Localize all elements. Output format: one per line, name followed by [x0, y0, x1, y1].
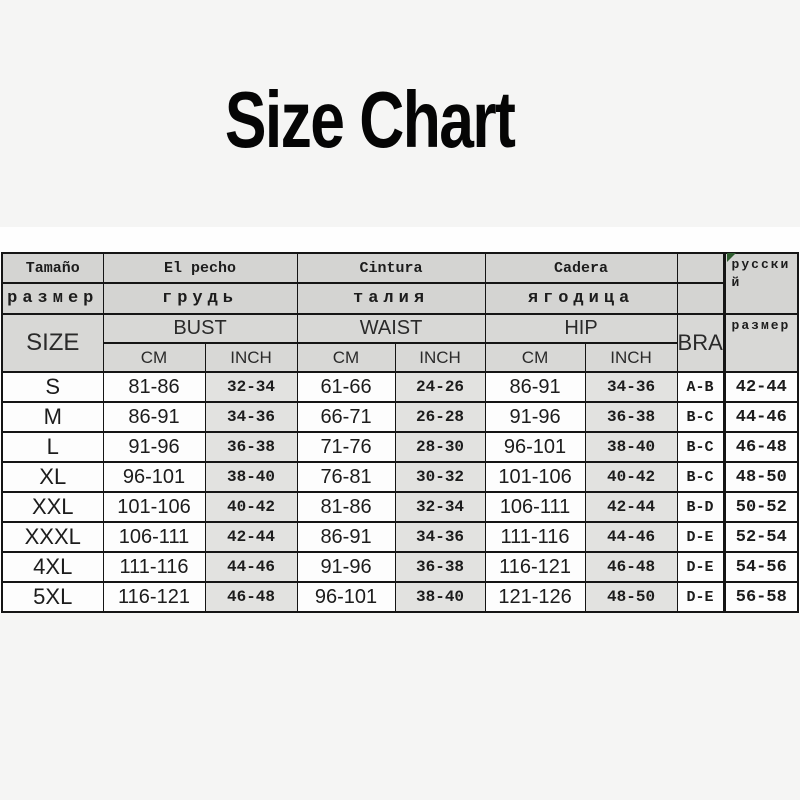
table-row-s	[2, 372, 798, 402]
header-cell-yagoditsa: ягодица	[485, 283, 677, 314]
page-title: Size Chart	[225, 75, 515, 164]
cell-waist-inch: 38-40	[395, 582, 485, 612]
header-cell-empty	[677, 283, 724, 314]
header-row-russian	[2, 283, 798, 314]
header-cell-waist: WAIST	[297, 314, 485, 343]
cell-bust-inch: 32-34	[205, 372, 297, 402]
cell-ru-size: 48-50	[724, 462, 798, 492]
cell-waist-cm: 81-86	[297, 492, 395, 522]
table-row-l	[2, 432, 798, 462]
cell-hip-inch: 48-50	[585, 582, 677, 612]
header-cell-cintura: Cintura	[297, 253, 485, 283]
table-row-m	[2, 402, 798, 432]
cell-hip-inch: 36-38	[585, 402, 677, 432]
cell-size: XXXL	[2, 522, 103, 552]
corner-marker-icon	[727, 253, 736, 262]
header-cell-waist-cm: CM	[297, 343, 395, 372]
cell-hip-cm: 96-101	[485, 432, 585, 462]
cell-bust-inch: 36-38	[205, 432, 297, 462]
cell-waist-inch: 26-28	[395, 402, 485, 432]
cell-bust-cm: 106-111	[103, 522, 205, 552]
cell-bust-inch: 40-42	[205, 492, 297, 522]
cell-bust-cm: 101-106	[103, 492, 205, 522]
header-cell-cadera: Cadera	[485, 253, 677, 283]
cell-bra: B-C	[677, 462, 724, 492]
table-row-xxxl	[2, 522, 798, 552]
cell-waist-cm: 71-76	[297, 432, 395, 462]
header-cell-bust-inch: INCH	[205, 343, 297, 372]
cell-bust-cm: 91-96	[103, 432, 205, 462]
cell-ru-size: 52-54	[724, 522, 798, 552]
header-row-english	[2, 314, 798, 343]
cell-bra: D-E	[677, 552, 724, 582]
header-cell-empty	[677, 253, 724, 283]
cell-waist-cm: 96-101	[297, 582, 395, 612]
cell-bust-inch: 46-48	[205, 582, 297, 612]
cell-hip-cm: 111-116	[485, 522, 585, 552]
cell-bust-inch: 38-40	[205, 462, 297, 492]
cell-size: S	[2, 372, 103, 402]
title-area	[0, 74, 740, 166]
cell-hip-cm: 101-106	[485, 462, 585, 492]
header-cell-size: SIZE	[2, 314, 103, 372]
cell-bust-cm: 96-101	[103, 462, 205, 492]
header-cell-razmer: размер	[2, 283, 103, 314]
header-cell-taliya: талия	[297, 283, 485, 314]
cell-bra: B-C	[677, 402, 724, 432]
cell-ru-size: 50-52	[724, 492, 798, 522]
cell-waist-inch: 32-34	[395, 492, 485, 522]
cell-waist-inch: 24-26	[395, 372, 485, 402]
cell-waist-cm: 86-91	[297, 522, 395, 552]
cell-waist-inch: 34-36	[395, 522, 485, 552]
cell-waist-cm: 61-66	[297, 372, 395, 402]
cell-waist-inch: 30-32	[395, 462, 485, 492]
header-row-spanish	[2, 253, 798, 283]
table-row-5xl	[2, 582, 798, 612]
table-row-xxl	[2, 492, 798, 522]
cell-waist-inch: 28-30	[395, 432, 485, 462]
cell-hip-inch: 42-44	[585, 492, 677, 522]
cell-bra: A-B	[677, 372, 724, 402]
cell-hip-inch: 34-36	[585, 372, 677, 402]
cell-bust-inch: 34-36	[205, 402, 297, 432]
cell-bust-cm: 86-91	[103, 402, 205, 432]
header-cell-bust-cm: CM	[103, 343, 205, 372]
header-cell-hip-cm: CM	[485, 343, 585, 372]
header-cell-bust: BUST	[103, 314, 297, 343]
cell-bust-cm: 116-121	[103, 582, 205, 612]
cell-hip-inch: 38-40	[585, 432, 677, 462]
cell-hip-inch: 40-42	[585, 462, 677, 492]
header-cell-bra: BRA	[677, 314, 724, 372]
cell-ru-size: 42-44	[724, 372, 798, 402]
header-cell-el-pecho: El pecho	[103, 253, 297, 283]
cell-size: XL	[2, 462, 103, 492]
cell-hip-cm: 121-126	[485, 582, 585, 612]
cell-size: M	[2, 402, 103, 432]
header-cell-hip: HIP	[485, 314, 677, 343]
cell-waist-inch: 36-38	[395, 552, 485, 582]
cell-ru-size: 44-46	[724, 402, 798, 432]
cell-bra: B-C	[677, 432, 724, 462]
header-cell-razmer2: размер	[724, 314, 798, 372]
cell-bust-cm: 111-116	[103, 552, 205, 582]
header-cell-hip-inch: INCH	[585, 343, 677, 372]
cell-hip-inch: 46-48	[585, 552, 677, 582]
cell-waist-cm: 76-81	[297, 462, 395, 492]
cell-ru-size: 56-58	[724, 582, 798, 612]
cell-hip-cm: 116-121	[485, 552, 585, 582]
cell-bust-cm: 81-86	[103, 372, 205, 402]
cell-hip-cm: 91-96	[485, 402, 585, 432]
cell-size: XXL	[2, 492, 103, 522]
cell-size: 4XL	[2, 552, 103, 582]
cell-hip-inch: 44-46	[585, 522, 677, 552]
cell-bust-inch: 42-44	[205, 522, 297, 552]
header-cell-grud: грудь	[103, 283, 297, 314]
cell-size: 5XL	[2, 582, 103, 612]
size-chart-table	[1, 252, 799, 613]
cell-waist-cm: 91-96	[297, 552, 395, 582]
table-row-4xl	[2, 552, 798, 582]
cell-bra: B-D	[677, 492, 724, 522]
cell-bra: D-E	[677, 582, 724, 612]
cell-hip-cm: 106-111	[485, 492, 585, 522]
cell-bust-inch: 44-46	[205, 552, 297, 582]
cell-waist-cm: 66-71	[297, 402, 395, 432]
cell-hip-cm: 86-91	[485, 372, 585, 402]
header-cell-waist-inch: INCH	[395, 343, 485, 372]
cell-ru-size: 54-56	[724, 552, 798, 582]
header-cell-tamano: Tamaño	[2, 253, 103, 283]
cell-ru-size: 46-48	[724, 432, 798, 462]
cell-bra: D-E	[677, 522, 724, 552]
header-cell-russkiy: русский	[724, 253, 798, 314]
table-row-xl	[2, 462, 798, 492]
cell-size: L	[2, 432, 103, 462]
